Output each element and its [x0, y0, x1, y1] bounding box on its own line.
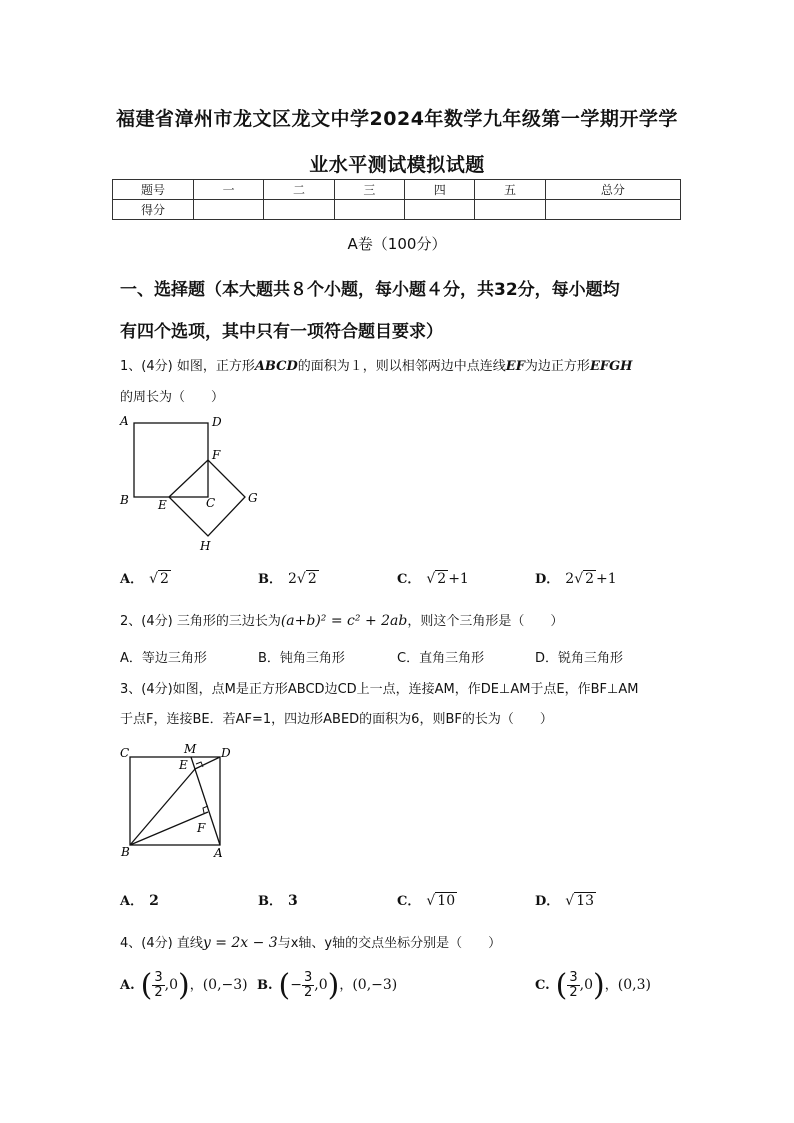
score-header-cell: 一: [194, 180, 264, 200]
fig3-label-c: C: [120, 746, 130, 760]
score-header-cell: 三: [334, 180, 404, 200]
q1-figure: [110, 410, 270, 558]
doc-title-line2: 业水平测试模拟试题: [309, 154, 485, 176]
q3-figure: [115, 740, 245, 862]
q1-option-b[interactable]: [258, 568, 319, 587]
sqrt-icon: √: [565, 893, 575, 909]
option-label: A.: [120, 978, 135, 993]
fig3-label-f: F: [197, 821, 206, 835]
frac-num: 3: [569, 970, 578, 985]
q2-stem: [120, 610, 563, 629]
q1-mid1: 的面积为１，则以相邻两边中点连线: [297, 359, 506, 374]
q2-option-d[interactable]: D．锐角三角形: [535, 651, 624, 666]
option-label: B．: [258, 572, 282, 587]
q1-name-ef: EF: [505, 359, 525, 374]
doc-title-line1: 福建省漳州市龙文区龙文中学2024年数学九年级第一学期开学学: [116, 108, 678, 130]
option-second-point: (0,−3): [202, 977, 248, 993]
fig1-label-a: A: [120, 414, 129, 428]
paren-open-icon: (: [555, 968, 568, 1003]
fig3-label-e: E: [179, 758, 188, 772]
frac-den: 2: [569, 985, 578, 1000]
volume-label: A卷（100分）: [347, 235, 447, 253]
q4-option-c[interactable]: C. ( $\frac{3}{2}$ ,0)，(0,3): [535, 968, 651, 1003]
option-coef: 2: [288, 571, 297, 587]
q3-option-d[interactable]: [535, 890, 596, 909]
sqrt-icon: √: [149, 571, 159, 587]
fraction: [567, 971, 579, 1000]
score-input-cell[interactable]: [194, 200, 264, 220]
score-table-header-row: [113, 180, 681, 200]
score-input-cell[interactable]: [334, 200, 404, 220]
option-suffix: +1: [596, 571, 617, 587]
fraction: [302, 971, 314, 1000]
q4-stem: [120, 932, 501, 951]
option-value: 3: [288, 893, 298, 909]
option-label: C.: [535, 978, 550, 993]
fraction: [152, 971, 164, 1000]
score-table: [112, 179, 681, 220]
q3-stem-line1: 3、(4分)如图，点M是正方形ABCD边CD上一点，连接AM，作DE⊥AM于点E，作BF⊥AM: [120, 682, 639, 697]
q4-prefix: 4、(4分) 直线: [120, 936, 203, 951]
option-suffix: +1: [448, 571, 469, 587]
option-radicand: 2: [160, 571, 169, 587]
segment-be: [130, 769, 195, 845]
score-header-cell: 二: [264, 180, 334, 200]
option-coef: 2: [565, 571, 575, 587]
sqrt-icon: √: [426, 893, 436, 909]
fig1-label-h: H: [200, 539, 211, 553]
fig3-label-d: D: [221, 746, 231, 760]
option-label: D．: [535, 572, 560, 587]
q1-stem-line1: [120, 355, 632, 374]
option-label: C．: [397, 894, 421, 909]
score-input-cell[interactable]: [475, 200, 545, 220]
option-radicand: 2: [585, 571, 595, 587]
paren-close-icon: ): [327, 968, 340, 1003]
frac-num: 3: [303, 970, 313, 985]
q4-option-b[interactable]: B. (− $\frac{3}{2}$ ,0)，(0,−3): [257, 968, 398, 1003]
q4-formula: y = 2x − 3: [202, 935, 278, 951]
fig3-label-a: A: [214, 846, 223, 860]
option-label: D．: [535, 894, 560, 909]
score-header-cell: 五: [475, 180, 545, 200]
option-second-point: (0,3): [617, 977, 651, 993]
frac-den: 2: [303, 985, 313, 1000]
square-abcd: [130, 757, 220, 845]
paren-open-icon: (: [140, 968, 153, 1003]
fig1-label-e: E: [158, 498, 167, 512]
paren-close-icon: ): [593, 968, 605, 1003]
score-header-cell: 题号: [113, 180, 194, 200]
q3-option-b[interactable]: [258, 890, 298, 909]
option-label: C．: [397, 572, 421, 587]
fig1-label-b: B: [120, 493, 129, 507]
q2-formula: (a+b)² = c² + 2ab: [280, 613, 408, 629]
option-radicand: 2: [307, 571, 317, 587]
score-input-cell[interactable]: [264, 200, 334, 220]
q2-prefix: 2、(4分) 三角形的三边长为: [120, 614, 281, 629]
q1-mid2: 为边正方形: [524, 359, 590, 374]
section-heading-line1: 一、选择题（本大题共８个小题，每小题４分，共32分，每小题均: [120, 280, 620, 300]
option-label: B．: [258, 894, 282, 909]
q1-prefix: 1、(4分) 如图，正方形: [120, 359, 255, 374]
q2-option-b[interactable]: B．钝角三角形: [258, 651, 345, 666]
q2-option-a[interactable]: A．等边三角形: [120, 651, 207, 666]
option-radicand: 10: [437, 893, 456, 909]
sqrt-icon: √: [426, 571, 436, 587]
sqrt-icon: √: [296, 571, 306, 587]
q3-option-a[interactable]: [120, 890, 159, 909]
q3-option-c[interactable]: [397, 890, 457, 909]
fig3-label-m: M: [184, 742, 197, 756]
option-radicand: 13: [576, 893, 595, 909]
option-label: A．: [120, 572, 144, 587]
q4-option-a[interactable]: A. ( $\frac{3}{2}$ ,0)，(0,−3): [120, 968, 248, 1003]
q2-suffix: ，则这个三角形是（ ）: [407, 614, 564, 629]
paren-close-icon: ): [177, 968, 190, 1003]
score-row-label: 得分: [113, 200, 194, 220]
option-label: A．: [120, 894, 144, 909]
q3-stem-line2: 于点F，连接BE．若AF=1，四边形ABED的面积为6，则BF的长为（ ）: [120, 712, 553, 727]
frac-den: 2: [154, 985, 163, 1000]
frac-num: 3: [154, 970, 163, 985]
q2-option-c[interactable]: C．直角三角形: [397, 651, 485, 666]
q1-option-a[interactable]: [120, 568, 171, 587]
option-label: B.: [257, 978, 273, 993]
frac-sign: −: [290, 977, 302, 993]
score-header-cell: 四: [405, 180, 475, 200]
segment-am: [191, 757, 220, 845]
q1-option-d[interactable]: [535, 568, 617, 587]
fig1-label-g: G: [248, 491, 258, 505]
score-table-score-row: [113, 200, 681, 220]
score-header-cell: 总分: [545, 180, 680, 200]
section-heading-line2: 有四个选项，其中只有一项符合题目要求）: [120, 322, 443, 342]
fig1-label-d: D: [212, 415, 222, 429]
option-value: 2: [149, 893, 159, 909]
q4-suffix: 与x轴、y轴的交点坐标分别是（ ）: [277, 936, 502, 951]
sqrt-icon: √: [574, 571, 584, 587]
square-abcd: [134, 423, 208, 497]
paren-open-icon: (: [278, 968, 291, 1003]
q1-name-abcd: ABCD: [254, 359, 298, 374]
fig3-label-b: B: [121, 845, 130, 859]
q1-stem-line2: 的周长为（ ）: [120, 390, 225, 405]
option-second-point: (0,−3): [352, 977, 398, 993]
q1-name-efgh: EFGH: [589, 359, 633, 374]
score-input-cell[interactable]: [545, 200, 680, 220]
score-input-cell[interactable]: [405, 200, 475, 220]
fig1-label-f: F: [212, 448, 221, 462]
option-radicand: 2: [437, 571, 447, 587]
q1-option-c[interactable]: [397, 568, 469, 587]
fig1-label-c: C: [206, 496, 216, 510]
